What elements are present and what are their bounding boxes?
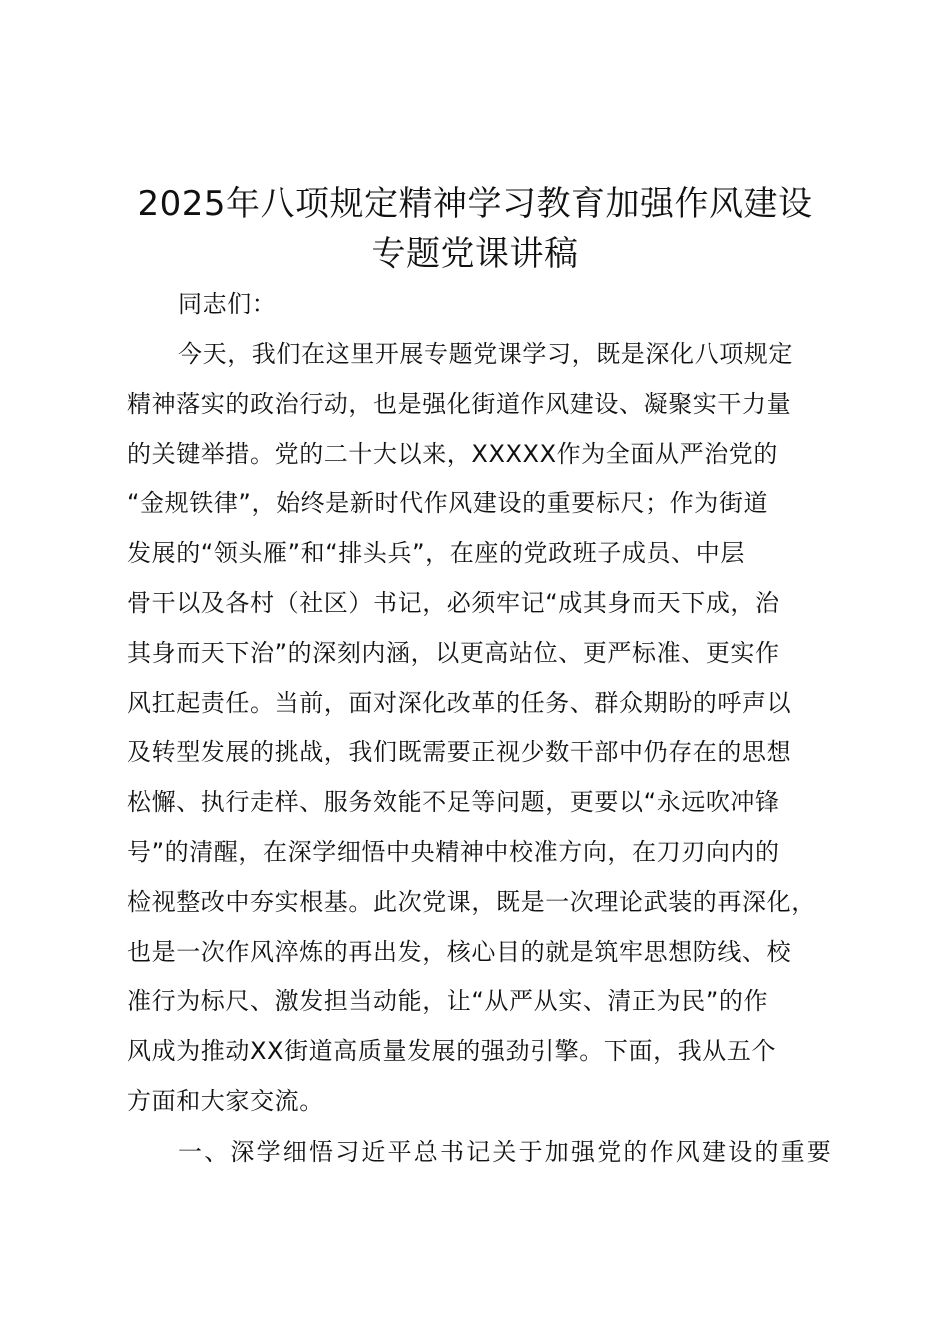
document-title-line-2: 专题党课讲稿	[371, 234, 579, 274]
paragraph-line: 及转型发展的挑战，我们既需要正视少数干部中仍存在的思想	[127, 738, 792, 766]
paragraph-line: 也是一次作风淬炼的再出发，核心目的就是筑牢思想防线、校	[127, 938, 792, 966]
paragraph-line: 今天，我们在这里开展专题党课学习，既是深化八项规定	[178, 340, 793, 368]
paragraph-line: 松懈、执行走样、服务效能不足等问题，更要以“永远吹冲锋	[127, 788, 780, 816]
document-title-line-1: 2025年八项规定精神学习教育加强作风建设	[137, 184, 813, 224]
paragraph-line: 精神落实的政治行动，也是强化街道作风建设、凝聚实干力量	[127, 390, 792, 418]
salutation: 同志们：	[178, 290, 277, 318]
paragraph-line: 号”的清醒，在深学细悟中央精神中校准方向，在刀刃向内的	[127, 838, 780, 866]
paragraph-line: 其身而天下治”的深刻内涵，以更高站位、更严标准、更实作	[127, 639, 780, 667]
paragraph-line: 风扛起责任。当前，面对深化改革的任务、群众期盼的呼声以	[127, 689, 792, 717]
paragraph-line: “金规铁律”，始终是新时代作风建设的重要标尺；作为街道	[127, 489, 769, 517]
paragraph-line: 骨干以及各村（社区）书记，必须牢记“成其身而天下成，治	[127, 589, 780, 617]
section-heading-1: 一、深学细悟习近平总书记关于加强党的作风建设的重要	[178, 1138, 833, 1166]
paragraph-line: 准行为标尺、激发担当动能，让“从严从实、清正为民”的作	[127, 987, 769, 1015]
paragraph-line: 的关键举措。党的二十大以来，XXXXX作为全面从严治党的	[127, 440, 779, 468]
paragraph-line: 发展的“领头雁”和“排头兵”，在座的党政班子成员、中层	[127, 539, 745, 567]
paragraph-line: 方面和大家交流。	[127, 1087, 324, 1115]
paragraph-line: 风成为推动XX街道高质量发展的强劲引擎。下面，我从五个	[127, 1037, 777, 1065]
paragraph-line: 检视整改中夯实根基。此次党课，既是一次理论武装的再深化，	[127, 888, 816, 916]
